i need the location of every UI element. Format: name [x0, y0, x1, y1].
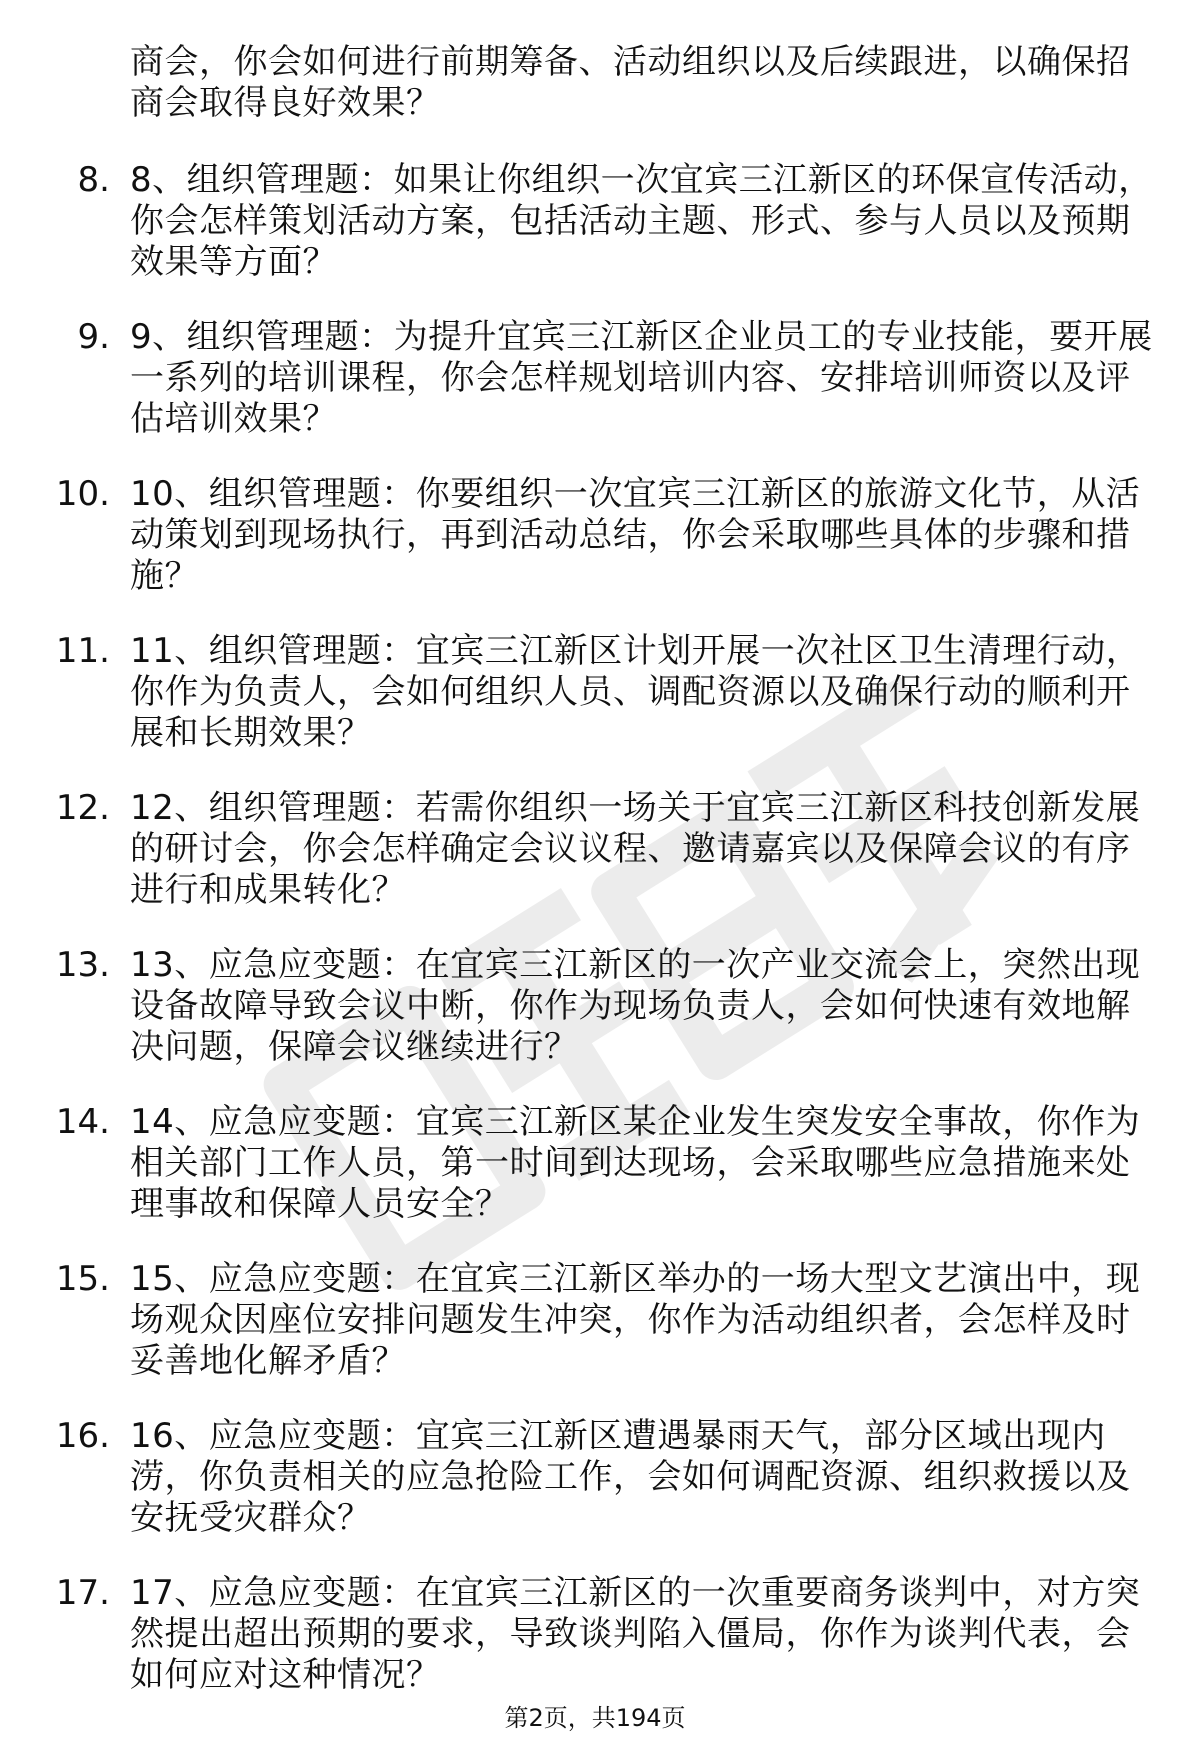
item-text: 14、应急应变题：宜宾三江新区某企业发生突发安全事故，你作为相关部门工作人员，第一时间到达现场，会采取哪些应急措施来处理事故和保障人员安全？: [130, 1102, 1141, 1224]
list-item: [0, 474, 1190, 597]
item-number: 12.: [55, 788, 110, 828]
item-text: 9、组织管理题：为提升宜宾三江新区企业员工的专业技能，要开展一系列的培训课程，你会怎样规划培训内容、安排培训师资以及评估培训效果？: [130, 317, 1153, 439]
item-text: 17、应急应变题：在宜宾三江新区的一次重要商务谈判中，对方突然提出超出预期的要求，导致谈判陷入僵局，你作为谈判代表，会如何应对这种情况？: [130, 1573, 1141, 1695]
item-number: 15.: [55, 1259, 110, 1299]
list-item: [0, 317, 1190, 440]
item-number: 8.: [77, 160, 110, 200]
item-text: 10、组织管理题：你要组织一次宜宾三江新区的旅游文化节，从活动策划到现场执行，再到活动总结，你会采取哪些具体的步骤和措施？: [130, 474, 1141, 596]
item-text: 15、应急应变题：在宜宾三江新区举办的一场大型文艺演出中，现场观众因座位安排问题发生冲突，你作为活动组织者，会怎样及时妥善地化解矛盾？: [130, 1259, 1141, 1381]
list-item: [0, 1102, 1190, 1225]
item-number: 11.: [55, 631, 110, 671]
list-item: [0, 631, 1190, 754]
item-number: 9.: [77, 317, 110, 357]
page-number-footer: 第2页，共194页: [504, 1704, 686, 1732]
list-item: [0, 945, 1190, 1068]
item-text: 11、组织管理题：宜宾三江新区计划开展一次社区卫生清理行动，你作为负责人，会如何组织人员、调配资源以及确保行动的顺利开展和长期效果？: [130, 631, 1141, 753]
list-item: [0, 160, 1190, 283]
item-text: 16、应急应变题：宜宾三江新区遭遇暴雨天气，部分区域出现内涝，你负责相关的应急抢险工作，会如何调配资源、组织救援以及安抚受灾群众？: [130, 1416, 1131, 1538]
continued-question-text: 商会，你会如何进行前期筹备、活动组织以及后续跟进，以确保招商会取得良好效果？: [130, 42, 1131, 123]
item-text: 13、应急应变题：在宜宾三江新区的一次产业交流会上，突然出现设备故障导致会议中断，你作为现场负责人，会如何快速有效地解决问题，保障会议继续进行？: [130, 945, 1141, 1067]
item-number: 13.: [55, 945, 110, 985]
item-number: 10.: [55, 474, 110, 514]
item-number: 16.: [55, 1416, 110, 1456]
question-list: [0, 42, 1190, 1730]
item-text: 8、组织管理题：如果让你组织一次宜宾三江新区的环保宣传活动，你会怎样策划活动方案，包括活动主题、形式、参与人员以及预期效果等方面？: [130, 160, 1153, 282]
list-item: [0, 1416, 1190, 1539]
item-number: 17.: [55, 1573, 110, 1613]
list-item: [0, 1573, 1190, 1696]
item-number: 14.: [55, 1102, 110, 1142]
list-item: [0, 1259, 1190, 1382]
item-text: 12、组织管理题：若需你组织一场关于宜宾三江新区科技创新发展的研讨会，你会怎样确定会议议程、邀请嘉宾以及保障会议的有序进行和成果转化？: [130, 788, 1141, 910]
list-item: [0, 788, 1190, 911]
